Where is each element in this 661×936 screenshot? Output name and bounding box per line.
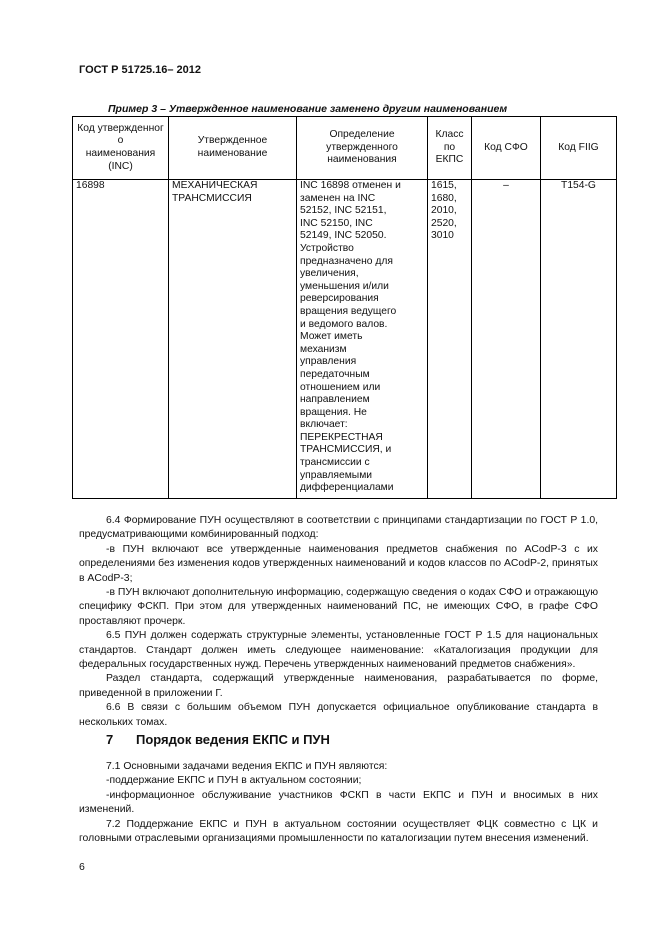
paragraph: 6.6 В связи с большим объемом ПУН допускается официальное опубликование стандарта в нескольких томах. (79, 702, 598, 728)
cell-fiig: T154-G (541, 180, 617, 499)
paragraph: 7.2 Поддержание ЕКПС и ПУН в актуальном состоянии осуществляет ФЦК совместно с ЦК и головными отраслевыми организациями промышленности по каталогизации путем внесения изменений. (79, 818, 598, 845)
paragraph: Раздел стандарта, содержащий утвержденные наименования, разрабатывается по форме, приведенной в приложении Г. (79, 673, 598, 699)
col-name: Утвержденное наименование (169, 117, 297, 180)
table-caption: Пример 3 – Утвержденное наименование заменено другим наименованием (108, 103, 508, 115)
col-definition: Определение утвержденного наименования (297, 117, 428, 180)
paragraph: 7.1 Основными задачами ведения ЕКПС и ПУН являются: (106, 761, 388, 772)
section-6-text (79, 514, 598, 730)
paragraph: -поддержание ЕКПС и ПУН в актуальном состоянии; (106, 775, 362, 787)
cell-name: МЕХАНИЧЕСКАЯ ТРАНСМИССИЯ (169, 180, 297, 499)
document-header: ГОСТ Р 51725.16– 2012 (79, 64, 202, 76)
col-fiig: Код FIIG (541, 117, 617, 180)
table-row (73, 180, 617, 499)
cell-inc: 16898 (73, 180, 169, 499)
section-7-text (79, 760, 598, 846)
col-sfo: Код СФО (472, 117, 541, 180)
paragraph: 6.5 ПУН должен содержать структурные элементы, установленные ГОСТ Р 1.5 для национальных стандартов. Стандарт должен иметь следующее наименование: «Каталогизация продукции для федеральных государственных нужд. Перечень утвержденных наименований предметов снабжения». (79, 630, 598, 671)
cell-definition: INC 16898 отменен и заменен на INC 52152, INC 52151, INC 52150, INC 52149, INC 52050. Устройство предназначено для увеличения, уменьшения и/или реверсирования вращения ведущего и ведомого валов. Может иметь механизм управления передаточным отношением или направлением вращения. Не включает: ПЕРЕКРЕСТНАЯ ТРАНСМИССИЯ, и трансмиссии с управляемыми дифференциалами (297, 180, 428, 499)
section-heading (106, 732, 330, 747)
table-header-row (73, 117, 617, 180)
cell-class: 1615, 1680, 2010, 2520, 3010 (428, 180, 472, 499)
section-number: 7 (106, 732, 114, 747)
cell-sfo: – (472, 180, 541, 499)
section-title: Порядок ведения ЕКПС и ПУН (136, 732, 330, 747)
paragraph: -в ПУН включают дополнительную информацию, содержащую сведения о кодах СФО и отражающую специфику ФСКП. При этом для утвержденных наименований ПС, не имеющих СФО, в графе СФО проставляют прочерк. (79, 587, 598, 627)
paragraph: 6.4 Формирование ПУН осуществляют в соответствии с принципами стандартизации по ГОСТ Р 1.0, предусматривающими комбинированный подход: (79, 515, 598, 541)
paragraph: -в ПУН включают все утвержденные наименования предметов снабжения по ACodP-3 с их определениями без изменения кодов утвержденных наименований и кодов классов по ACodP-2, принятых в ACodP-3; (79, 543, 598, 584)
col-class: Класс по ЕКПС (428, 117, 472, 180)
example-table (72, 116, 617, 499)
page-number: 6 (79, 861, 85, 873)
paragraph: -информационное обслуживание участников ФСКП в части ЕКПС и ПУН и вносимых в них изменений. (79, 789, 598, 816)
col-inc: Код утвержденног о наименования (INC) (73, 117, 169, 180)
